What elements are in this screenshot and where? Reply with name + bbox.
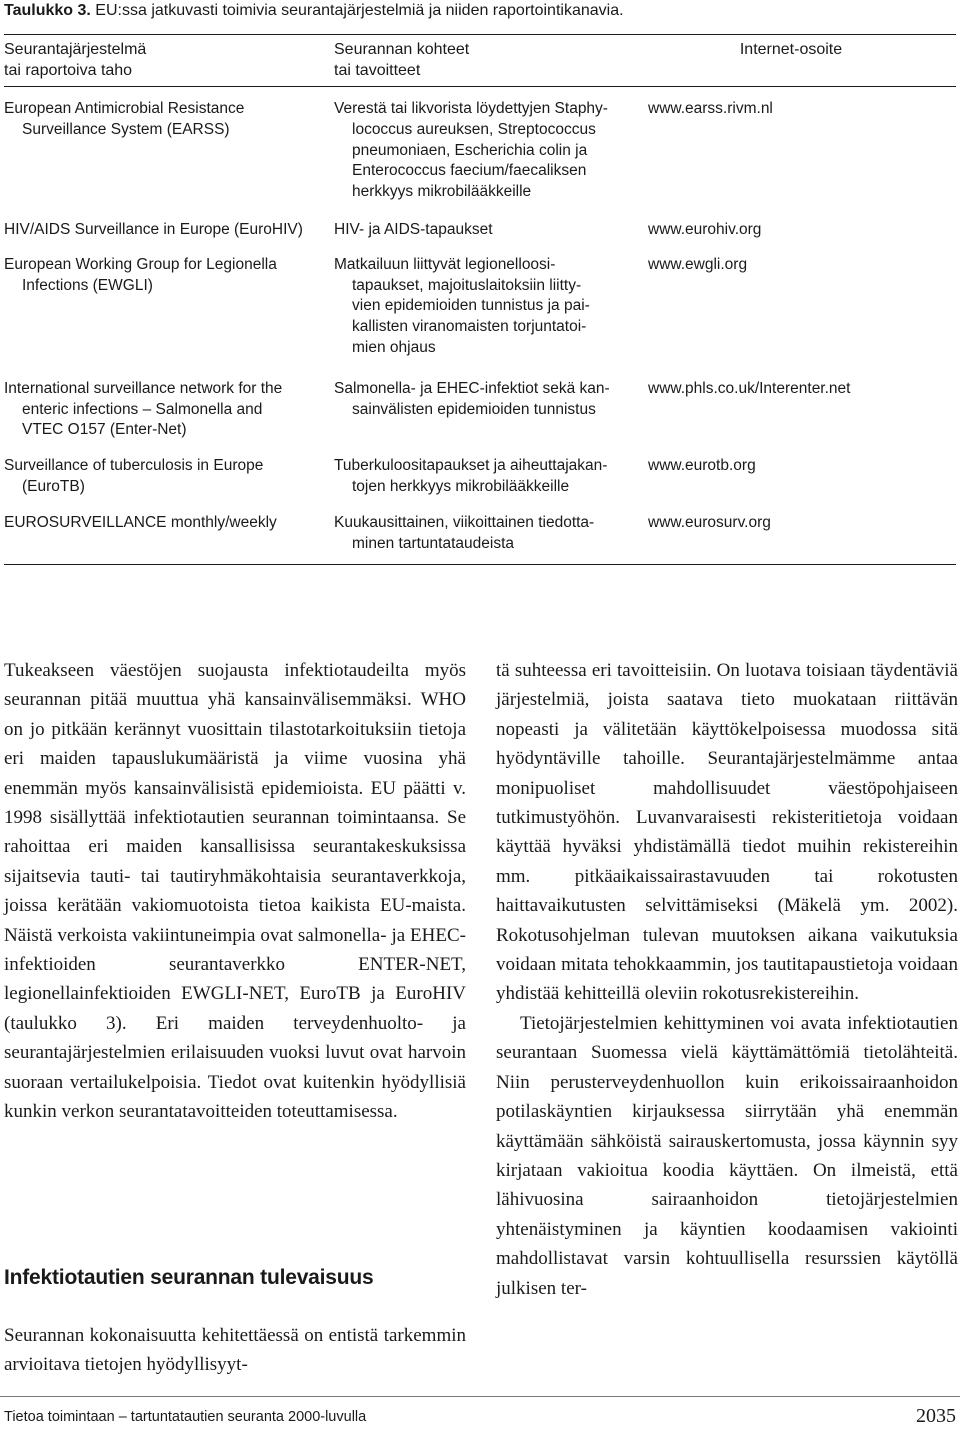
cell-system-line: Infections (EWGLI) <box>22 276 153 294</box>
table-row <box>4 359 956 441</box>
cell-system-line: European Antimicrobial Resistance <box>4 100 245 117</box>
cell-targets-line: vien epidemioiden tunnistus ja pai- <box>352 297 590 315</box>
cell-url-line: www.earss.rivm.nl <box>648 100 773 117</box>
header-targets <box>334 39 648 81</box>
cell-targets <box>334 456 648 498</box>
cell-url <box>648 379 956 441</box>
cell-targets-line: Verestä tai likvorista löydettyjen Staphy- <box>334 100 608 117</box>
cell-system-line: EUROSURVEILLANCE monthly/weekly <box>4 513 277 531</box>
cell-system-line: VTEC O157 (Enter-Net) <box>22 421 187 439</box>
table-row <box>4 203 956 241</box>
body-paragraph: Seurannan kokonaisuutta kehitettäessä on entistä tarkemmin arvioitava tietojen hyödyllisyyt- <box>4 1325 466 1376</box>
cell-targets <box>334 379 648 441</box>
cell-targets-line: Tuberkuloositapaukset ja aiheuttajakan- <box>334 457 608 475</box>
cell-system <box>4 99 334 203</box>
cell-targets-line: sainvälisten epidemioiden tunnistus <box>352 400 596 418</box>
footer-rule <box>0 1396 960 1397</box>
header-targets-line: tai tavoitteet <box>334 62 421 79</box>
cell-targets <box>334 99 648 203</box>
cell-url-line: www.ewgli.org <box>648 255 748 273</box>
table-row <box>4 87 956 203</box>
page-number: 2035 <box>916 1405 956 1427</box>
left-column <box>4 656 466 1376</box>
cell-url-line: www.phls.co.uk/Interenter.net <box>648 379 851 397</box>
right-column <box>496 656 958 1303</box>
table-row <box>4 441 956 498</box>
header-system-line: Seurantajärjestelmä <box>4 41 147 58</box>
table-caption-text: EU:ssa jatkuvasti toimivia seurantajärjestelmiä ja niiden raportointikanavia. <box>95 2 624 19</box>
cell-system-line: European Working Group for Legionella <box>4 255 277 273</box>
cell-url-line: www.eurosurv.org <box>648 513 771 531</box>
table-caption-label: Taulukko 3. <box>4 2 91 19</box>
cell-targets-line: herkkyys mikrobilääkkeille <box>352 183 532 201</box>
cell-targets-line: HIV- ja AIDS-tapaukset <box>334 220 493 238</box>
table-header-row <box>4 35 956 86</box>
header-system-line: tai raportoiva taho <box>4 62 133 79</box>
cell-url-line: www.eurotb.org <box>648 457 756 475</box>
running-footer: Tietoa toimintaan – tartuntatautien seuranta 2000-luvulla <box>4 1409 367 1425</box>
table-caption <box>4 2 624 20</box>
cell-targets <box>334 220 648 241</box>
table-row <box>4 498 956 565</box>
cell-targets-line: Kuukausittainen, viikoittainen tiedotta- <box>334 513 595 531</box>
cell-targets-line: mien ohjaus <box>352 338 436 356</box>
cell-targets-line: Enterococcus faecium/faecaliksen <box>352 162 587 180</box>
cell-targets <box>334 513 648 555</box>
cell-system <box>4 456 334 498</box>
cell-targets-line: tapaukset, majoituslaitoksiin liitty- <box>352 276 582 294</box>
cell-system-line: Surveillance of tuberculosis in Europe <box>4 457 264 475</box>
header-targets-line: Seurannan kohteet <box>334 41 470 58</box>
cell-url <box>648 255 956 359</box>
cell-system-line: (EuroTB) <box>22 477 85 495</box>
header-system <box>4 39 334 81</box>
body-paragraph: Tukeakseen väestöjen suojausta infektiotaudeilta myös seurannan pitää muuttua yhä kansainvälisemmäksi. WHO on jo pitkään kerännyt vuosittain tilastotarkoituksiin tietoja eri maiden tapauslukumääristä ja viime vuosina yhä enemmän myös kansainvälisistä epidemioista. EU päätti v. 1998 sisällyttää infektiotautien seurannan toimintaansa. Se rahoittaa eri maiden kansallisissa seurantakeskuksissa sijaitsevia tauti- tai tautiryhmäkohtaisia seurantaverkkoja, joissa kerätään vakiomuotoista tietoa kaikista EU-maista. Näistä verkoista vakiintuneimpia ovat salmonella- ja EHEC-infektioiden seurantaverkko ENTER-NET, legionellainfektioiden EWGLI-NET, EuroTB ja EuroHIV (taulukko 3). Eri maiden terveydenhuolto- ja seurantajärjestelmien erilaisuuden vuoksi luvut ovat harvoin suoraan vertailukelpoisia. Tiedot ovat kuitenkin hyödyllisiä kunkin verkon seurantatavoitteiden toteuttamisessa. <box>4 660 466 1123</box>
body-paragraph: tä suhteessa eri tavoitteisiin. On luotava toisiaan täydentäviä järjestelmiä, joista saatava tieto muokataan riittävän nopeasti ja välitetään käyttökelpoisessa muodossa sitä hyödyntäville tahoille. Seurantajärjestelmämme antaa monipuoliset mahdollisuudet väestöpohjaiseen tutkimustyöhön. Luvanvaraisesti rekisteritietoja voidaan käyttää hyväksi yhdistämällä tiedot muihin rekistereihin mm. pitkäaikaissairastavuuden tai rokotusten haittavaikutusten selvittämiseksi (Mäkelä ym. 2002). Rokotusohjelman tulevan muutoksen aikana vaikutuksia voidaan mitata tehokkaammin, jos tautitapaustietoja voidaan yhdistää kehitteillä oleviin rokotusrekistereihin. <box>496 660 958 1005</box>
cell-url <box>648 220 956 241</box>
table-row <box>4 241 956 359</box>
cell-url <box>648 99 956 203</box>
table-body <box>4 87 956 564</box>
cell-targets-line: kallisten viranomaisten torjuntatoi- <box>352 318 587 336</box>
cell-system-line: International surveillance network for the <box>4 379 283 397</box>
cell-targets-line: Matkailuun liittyvät legionelloosi- <box>334 255 556 273</box>
cell-system <box>4 379 334 441</box>
cell-url <box>648 456 956 498</box>
cell-targets-line: minen tartuntataudeista <box>352 534 514 552</box>
surveillance-table <box>4 34 956 565</box>
cell-targets-line: lococcus aureuksen, Streptococcus <box>352 120 596 138</box>
table-bottom-rule <box>4 564 956 565</box>
section-heading: Infektiotautien seurannan tulevaisuus <box>4 1266 374 1289</box>
header-url-line: Internet-osoite <box>739 41 843 58</box>
cell-system-line: Surveillance System (EARSS) <box>22 120 230 138</box>
cell-url-line: www.eurohiv.org <box>648 220 762 238</box>
cell-url <box>648 513 956 555</box>
header-url <box>648 39 956 81</box>
cell-targets <box>334 255 648 359</box>
cell-system-line: HIV/AIDS Surveillance in Europe (EuroHIV) <box>4 220 303 238</box>
cell-targets-line: tojen herkkyys mikrobilääkkeille <box>352 477 570 495</box>
cell-system <box>4 255 334 359</box>
body-paragraph: Tietojärjestelmien kehittyminen voi avata infektiotautien seurantaan Suomessa vielä käyttämättömiä tietolähteitä. Niin perusterveydenhuollon kuin erikoissairaanhoidon potilaskäyntien kirjauksessa siirrytään yhä enemmän käyttämään sähköistä sairauskertomusta, jossa käynnin syy kirjataan vakioitua koodia käyttäen. On ilmeistä, että lähivuosina sairaanhoidon tietojärjestelmien yhtenäistyminen ja käyntien koodaamisen vakiointi mahdollistavat varsin kohtuullisella resurssien käytöllä julkisen ter- <box>496 1012 958 1299</box>
cell-system <box>4 513 334 555</box>
cell-system-line: enteric infections – Salmonella and <box>22 400 263 418</box>
cell-targets-line: Salmonella- ja EHEC-infektiot sekä kan- <box>334 379 610 397</box>
cell-system <box>4 220 334 241</box>
cell-targets-line: pneumoniaen, Escherichia colin ja <box>352 141 588 159</box>
